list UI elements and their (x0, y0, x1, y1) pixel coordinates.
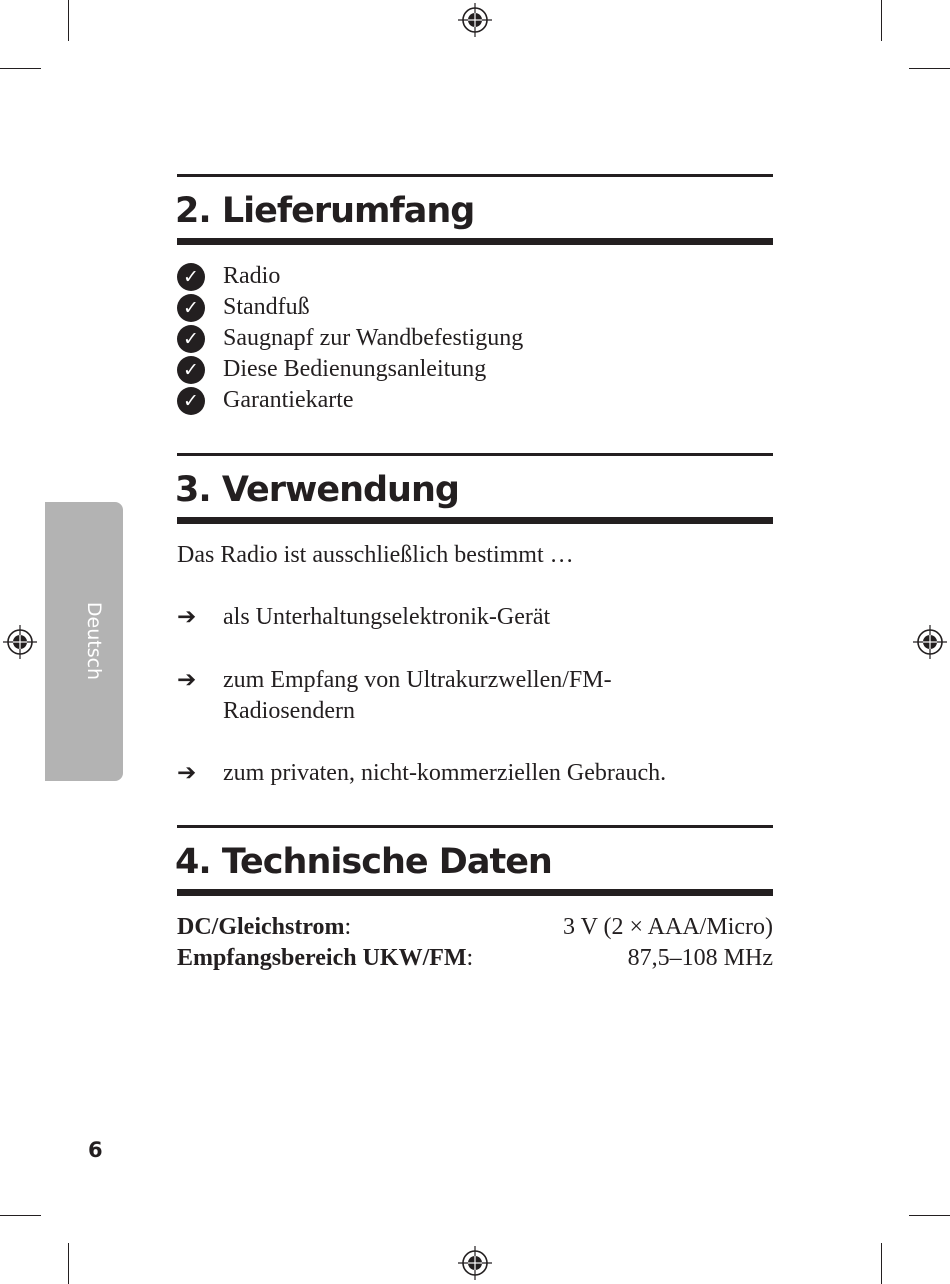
delivery-contents-list (177, 261, 523, 416)
list-item-text: Radio (223, 263, 281, 289)
section-rule-bottom (177, 238, 773, 245)
section-rule-bottom (177, 517, 773, 524)
section-heading-lieferumfang: 2. Lieferumfang (175, 191, 475, 231)
registration-mark-icon (913, 625, 947, 659)
check-circle-icon: ✓ (177, 387, 205, 415)
usage-intro: Das Radio ist ausschließlich bestimmt … (177, 542, 574, 568)
page-number: 6 (88, 1138, 103, 1162)
section-heading-verwendung: 3. Verwendung (175, 470, 459, 510)
check-circle-icon: ✓ (177, 356, 205, 384)
list-item (177, 261, 523, 292)
section-rule-top (177, 825, 773, 828)
registration-mark-icon (458, 1246, 492, 1280)
spec-row (177, 912, 773, 943)
crop-mark (881, 1243, 882, 1284)
list-item-text: Diese Bedienungsanleitung (223, 356, 487, 382)
crop-mark (909, 1215, 950, 1216)
arrow-right-icon: ➔ (177, 604, 197, 630)
registration-mark-icon (458, 3, 492, 37)
list-item (177, 602, 550, 633)
list-item-line: Radiosendern (223, 698, 355, 724)
list-item-text: Garantiekarte (223, 387, 354, 413)
list-item (177, 758, 666, 789)
crop-mark (909, 68, 950, 69)
check-circle-icon: ✓ (177, 263, 205, 291)
list-item (177, 385, 523, 416)
list-item-text: zum privaten, nicht-kommerziellen Gebrauch. (223, 760, 667, 786)
section-heading-technische-daten: 4. Technische Daten (175, 842, 552, 882)
crop-mark (0, 68, 41, 69)
crop-mark (68, 0, 69, 41)
spec-label: DC/Gleichstrom: (177, 914, 352, 940)
list-item-text: Saugnapf zur Wandbefestigung (223, 325, 524, 351)
spec-value: 3 V (2 × AAA/Micro) (563, 914, 773, 940)
list-item-text (223, 665, 612, 727)
check-circle-icon: ✓ (177, 294, 205, 322)
list-item (177, 354, 523, 385)
crop-mark (0, 1215, 41, 1216)
arrow-right-icon: ➔ (177, 667, 197, 693)
list-item (177, 665, 612, 727)
check-circle-icon: ✓ (177, 325, 205, 353)
registration-mark-icon (3, 625, 37, 659)
spec-label: Empfangsbereich UKW/FM: (177, 945, 474, 971)
list-item (177, 292, 523, 323)
section-rule-top (177, 453, 773, 456)
list-item-text: als Unterhaltungselektronik-Gerät (223, 604, 551, 630)
list-item (177, 323, 523, 354)
list-item-line: zum Empfang von Ultrakurzwellen/FM- (223, 667, 612, 693)
spec-value: 87,5–108 MHz (627, 945, 773, 971)
section-rule-bottom (177, 889, 773, 896)
crop-mark (881, 0, 882, 41)
crop-mark (68, 1243, 69, 1284)
arrow-right-icon: ➔ (177, 760, 197, 786)
list-item-text: Standfuß (223, 294, 310, 320)
spec-row (177, 943, 773, 974)
language-tab-label: Deutsch (83, 601, 105, 681)
section-rule-top (177, 174, 773, 177)
